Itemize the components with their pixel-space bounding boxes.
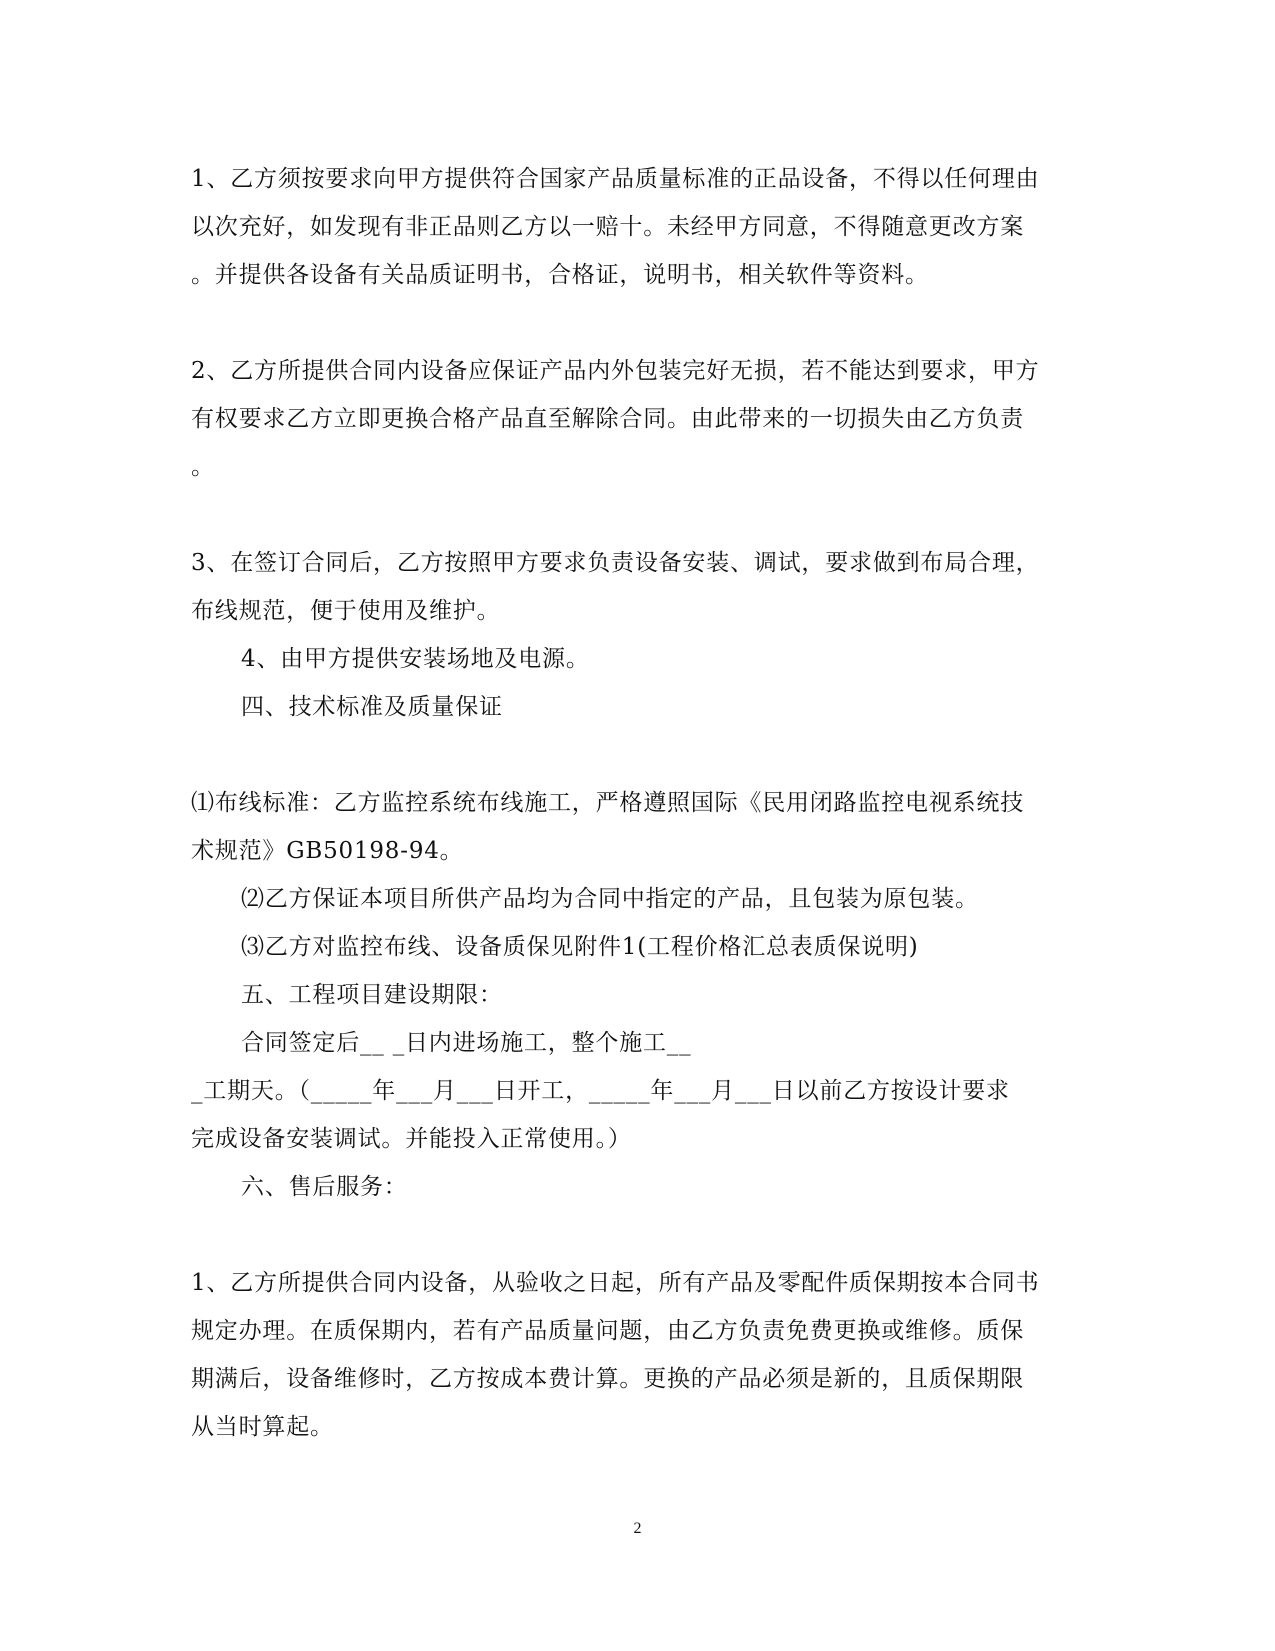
standard-2-products: [191, 875, 1081, 923]
text-line: 。: [191, 454, 215, 480]
section-heading: 六、售后服务：: [241, 1174, 408, 1200]
text-line: _工期天。（_____年___月___日开工，_____年___月___日以前乙方按设计要求: [191, 1078, 1010, 1104]
text-line: 。并提供各设备有关品质证明书，合格证，说明书，相关软件等资料。: [191, 262, 929, 288]
text-line: 有权要求乙方立即更换合格产品直至解除合同。由此带来的一切损失由乙方负责: [191, 406, 1024, 432]
paragraph-gap: [191, 491, 1081, 539]
text-line: 布线规范，便于使用及维护。: [191, 598, 501, 624]
schedule-period: [191, 1067, 1081, 1163]
section-5-heading: [191, 971, 1081, 1019]
standard-1-wiring: [191, 779, 1081, 875]
section-6-heading: [191, 1163, 1081, 1211]
document-body: [191, 155, 1081, 1451]
text-line: 4、由甲方提供安装场地及电源。: [241, 646, 590, 672]
section-4-heading: [191, 683, 1081, 731]
text-line: 3、在签订合同后，乙方按照甲方要求负责设备安装、调试，要求做到布局合理，: [191, 550, 1040, 576]
text-line: ⑵乙方保证本项目所供产品均为合同中指定的产品，且包装为原包装。: [241, 886, 979, 912]
text-line: 规定办理。在质保期内，若有产品质量问题，由乙方负责免费更换或维修。质保: [191, 1318, 1024, 1344]
clause-2-packaging: [191, 347, 1081, 491]
schedule-start: [191, 1019, 1081, 1067]
text-line: 术规范》GB50198-94。: [191, 838, 464, 864]
standard-3-warranty: [191, 923, 1081, 971]
text-line: 从当时算起。: [191, 1414, 334, 1440]
text-line: ⑶乙方对监控布线、设备质保见附件1(工程价格汇总表质保说明): [241, 934, 919, 960]
clause-4-site: [191, 635, 1081, 683]
service-1-warranty: [191, 1259, 1081, 1451]
text-line: 1、乙方所提供合同内设备，从验收之日起，所有产品及零配件质保期按本合同书: [191, 1270, 1040, 1296]
paragraph-gap: [191, 731, 1081, 779]
text-line: 完成设备安装调试。并能投入正常使用。）: [191, 1126, 632, 1152]
section-heading: 四、技术标准及质量保证: [241, 694, 503, 720]
text-line: 以次充好，如发现有非正品则乙方以一赔十。未经甲方同意，不得随意更改方案: [191, 214, 1024, 240]
clause-3-installation: [191, 539, 1081, 635]
clause-1-supply: [191, 155, 1081, 299]
page-number: 2: [633, 1520, 642, 1537]
paragraph-gap: [191, 1211, 1081, 1259]
section-heading: 五、工程项目建设期限：: [241, 982, 503, 1008]
text-line: ⑴布线标准：乙方监控系统布线施工，严格遵照国际《民用闭路监控电视系统技: [191, 790, 1024, 816]
text-line: 2、乙方所提供合同内设备应保证产品内外包装完好无损，若不能达到要求，甲方: [191, 358, 1040, 384]
text-line: 合同签定后__ _日内进场施工，整个施工__: [241, 1030, 692, 1056]
text-line: 期满后，设备维修时，乙方按成本费计算。更换的产品必须是新的，且质保期限: [191, 1366, 1024, 1392]
paragraph-gap: [191, 299, 1081, 347]
text-line: 1、乙方须按要求向甲方提供符合国家产品质量标准的正品设备，不得以任何理由: [191, 166, 1040, 192]
